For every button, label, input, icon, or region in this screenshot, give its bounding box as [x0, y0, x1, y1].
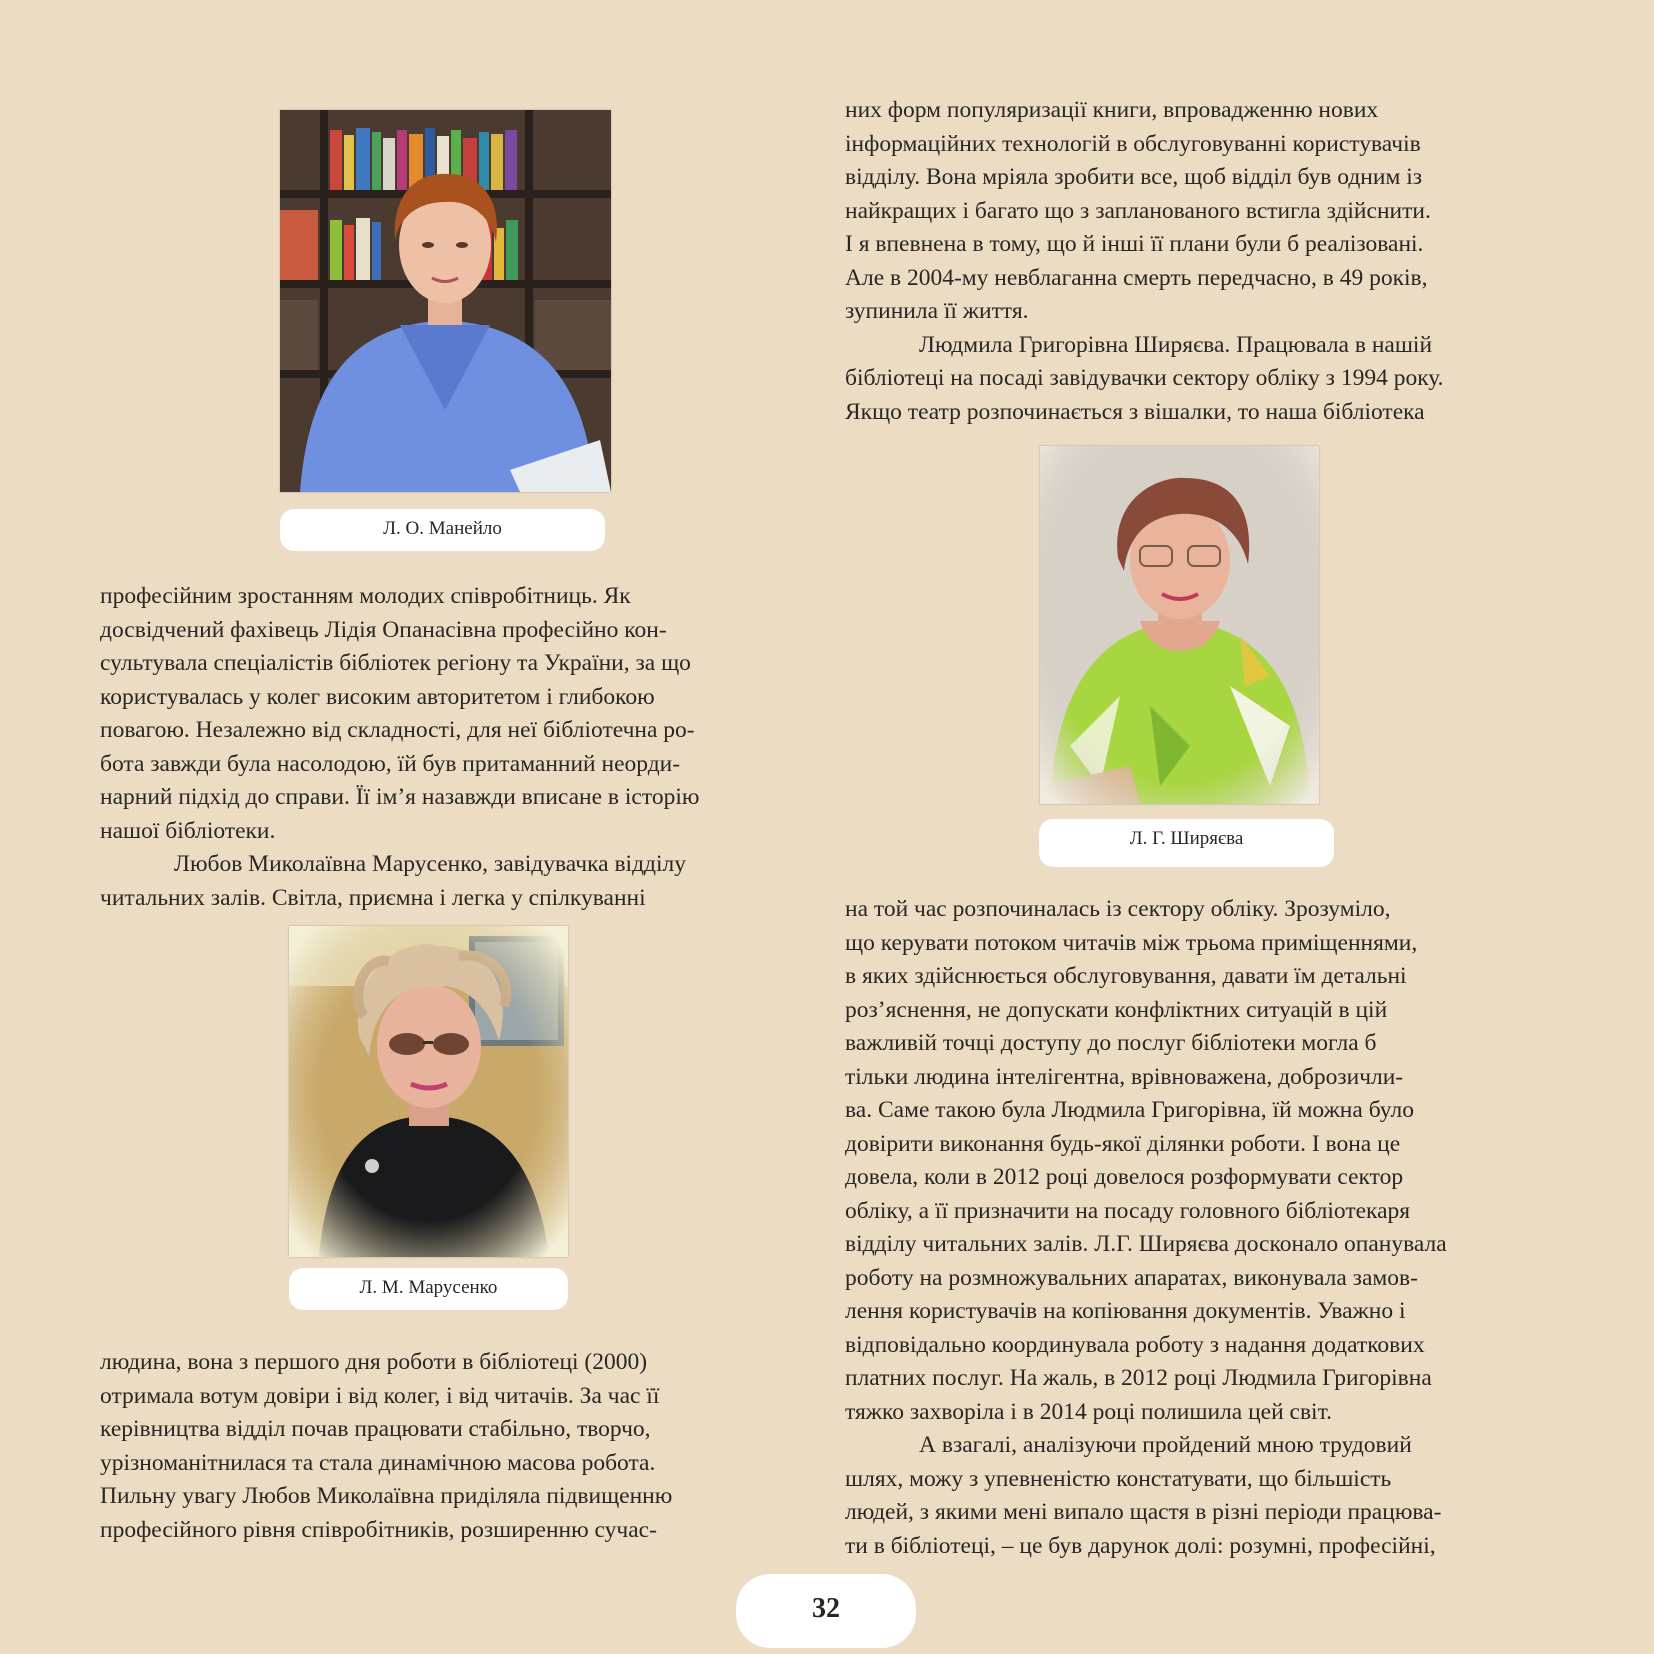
text-line: довела, коли в 2012 році довелося розформувати сектор: [845, 1164, 1404, 1190]
text-line: професійного рівня співробітників, розширенню сучас-: [100, 1516, 657, 1543]
text-line: урізноманітнилася та стала динамічною масова робота.: [100, 1449, 656, 1476]
text-line: Якщо театр розпочинається з вішалки, то наша бібліотека: [845, 398, 1425, 425]
text-line: сультувала спеціалістів бібліотек регіону та України, за що: [100, 650, 691, 676]
photo-maneilo: [280, 110, 611, 492]
text-line: бота завжди була насолодою, їй був притаманний неорди-: [100, 750, 681, 777]
text-line: роботу на розмножувальних апаратах, виконувала замов-: [845, 1264, 1418, 1291]
text-line: Людмила Григорівна Ширяєва. Працювала в нашій: [919, 331, 1433, 358]
text-line: нарний підхід до справи. Її ім’я назавжди вписане в історію: [100, 784, 700, 810]
text-line: важливій точці доступу до послуг бібліотеки могла б: [845, 1030, 1377, 1056]
text-line: лення користувачів на копіювання документів. Уважно і: [845, 1298, 1406, 1324]
photo-shyriaeva: [1040, 446, 1319, 804]
text-line: тяжко захворіла і в 2014 році полишила цей світ.: [845, 1398, 1332, 1425]
text-line: ти в бібліотеці, – це був дарунок долі: розумні, професійні,: [845, 1532, 1436, 1559]
text-line: шлях, можу з упевненістю констатувати, що більшість: [845, 1465, 1392, 1492]
text-line: людина, вона з першого дня роботи в бібліотеці (2000): [100, 1349, 648, 1375]
photo-marusenko: [289, 926, 568, 1257]
text-line: найкращих і багато що з запланованого встигла здійснити.: [845, 197, 1431, 224]
left-column-paragraph-1: [100, 580, 699, 915]
caption-maneilo: Л. О. Манейло: [280, 509, 605, 551]
right-column-paragraph-1: [845, 94, 1444, 429]
text-line: ва. Саме такою була Людмила Григорівна, їй можна було: [845, 1097, 1414, 1123]
text-line: відділу. Вона мріяла зробити все, щоб відділ був одним із: [845, 164, 1423, 190]
text-line: професійним зростанням молодих співробітниць. Як: [100, 583, 631, 609]
text-line: користувалась у колег високим авторитетом і глибокою: [100, 683, 655, 710]
text-line: читальних залів. Світла, приємна і легка у спілкуванні: [100, 884, 646, 911]
text-line: тільки людина інтелігентна, врівноважена, доброзичли-: [845, 1063, 1404, 1090]
caption-shyriaeva: Л. Г. Ширяєва: [1039, 819, 1334, 867]
caption-marusenko: Л. М. Марусенко: [289, 1268, 568, 1310]
text-line: що керувати потоком читачів між трьома приміщеннями,: [845, 929, 1418, 956]
text-line: І я впевнена в тому, що й інші її плани були б реалізовані.: [845, 231, 1424, 257]
text-line: відділу читальних залів. Л.Г. Ширяєва досконало опанувала: [845, 1231, 1447, 1257]
text-line: керівництва відділ почав працювати стабільно, творчо,: [100, 1416, 651, 1442]
text-line: повагою. Незалежно від складності, для неї бібліотечна ро-: [100, 717, 695, 743]
text-line: Але в 2004-му невблаганна смерть передчасно, в 49 років,: [845, 264, 1428, 291]
portrait-maneilo-image: [280, 110, 611, 492]
text-line: платних послуг. На жаль, в 2012 році Людмила Григорівна: [845, 1365, 1432, 1391]
left-column-paragraph-2: [100, 1346, 672, 1547]
text-line: довірити виконання будь-якої ділянки роботи. І вона це: [845, 1130, 1401, 1157]
page-number: 32: [736, 1574, 916, 1648]
text-line: бібліотеці на посаді завідувачки сектору обліку з 1994 року.: [845, 365, 1444, 391]
portrait-shyriaeva-image: [1040, 446, 1319, 804]
text-line: них форм популяризації книги, впровадженню нових: [845, 97, 1379, 123]
text-line: обліку, а її призначити на посаду головного бібліотекаря: [845, 1197, 1411, 1224]
text-line: нашої бібліотеки.: [100, 817, 276, 844]
text-line: відповідально координувала роботу з надання додаткових: [845, 1331, 1425, 1358]
portrait-marusenko-image: [289, 926, 568, 1257]
text-line: роз’яснення, не допускати конфліктних ситуацій в цій: [845, 996, 1388, 1023]
right-column-paragraph-2: [845, 893, 1447, 1563]
text-line: інформаційних технологій в обслуговуванні користувачів: [845, 130, 1421, 157]
text-line: зупинила її життя.: [845, 298, 1029, 324]
text-line: А взагалі, аналізуючи пройдений мною трудовий: [919, 1432, 1412, 1458]
text-line: досвідчений фахівець Лідія Опанасівна професійно кон-: [100, 616, 667, 643]
text-line: Пильну увагу Любов Миколаївна приділяла підвищенню: [100, 1483, 673, 1509]
text-line: на той час розпочиналась із сектору обліку. Зрозуміло,: [845, 896, 1391, 922]
text-line: отримала вотум довіри і від колег, і від читачів. За час її: [100, 1382, 660, 1409]
text-line: в яких здійснюється обслуговування, давати їм детальні: [845, 963, 1407, 989]
text-line: людей, з якими мені випало щастя в різні періоди працюва-: [845, 1499, 1442, 1525]
text-line: Любов Миколаївна Марусенко, завідувачка відділу: [174, 851, 686, 877]
